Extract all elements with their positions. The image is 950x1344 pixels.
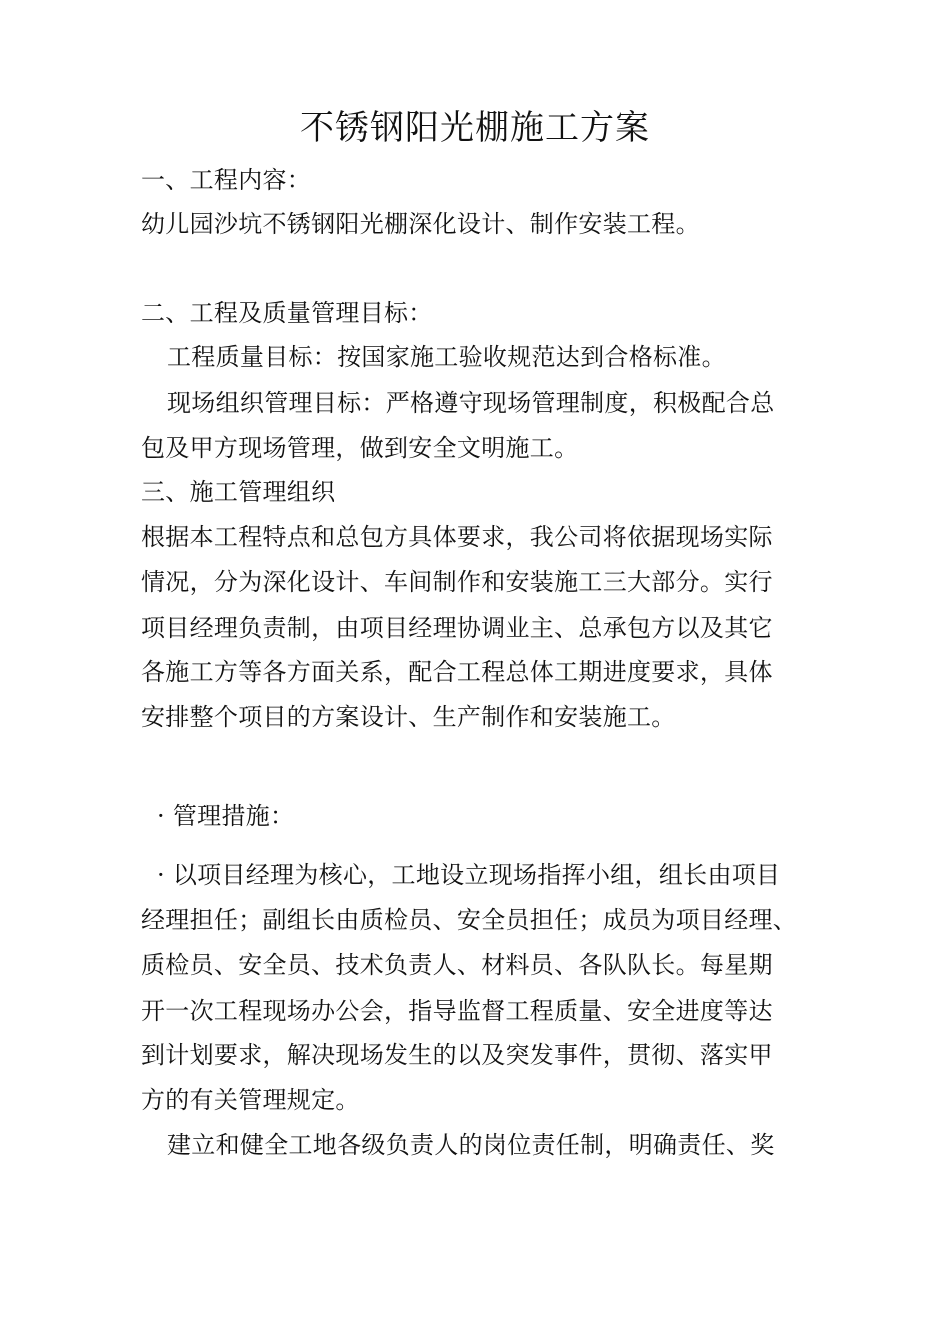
- section-heading: 二、工程及质量管理目标：: [141, 299, 433, 327]
- paragraph-line: 质检员、安全员、技术负责人、材料员、各队队长。每星期: [141, 951, 773, 979]
- paragraph-line: 方的有关管理规定。: [141, 1086, 360, 1114]
- paragraph-line: 开一次工程现场办公会，指导监督工程质量、安全进度等达: [141, 997, 773, 1025]
- paragraph-line: 工程质量目标：按国家施工验收规范达到合格标准。: [167, 343, 726, 371]
- paragraph-line: 情况，分为深化设计、车间制作和安装施工三大部分。实行: [141, 568, 773, 596]
- paragraph-line: 到计划要求，解决现场发生的以及突发事件，贯彻、落实甲: [141, 1041, 773, 1069]
- page-title: 不锈钢阳光棚施工方案: [300, 108, 650, 148]
- section-heading: 三、施工管理组织: [141, 478, 336, 506]
- bullet-paragraph-line: · 以项目经理为核心，工地设立现场指挥小组，组长由项目: [157, 861, 781, 889]
- paragraph-line: 各施工方等各方面关系，配合工程总体工期进度要求，具体: [141, 658, 773, 686]
- paragraph-line: 经理担任；副组长由质检员、安全员担任；成员为项目经理、: [141, 906, 798, 934]
- paragraph-line: 包及甲方现场管理，做到安全文明施工。: [141, 434, 579, 462]
- paragraph-line: 现场组织管理目标：严格遵守现场管理制度，积极配合总: [167, 389, 775, 417]
- paragraph-line: 建立和健全工地各级负责人的岗位责任制，明确责任、奖: [167, 1131, 775, 1159]
- paragraph-line: 项目经理负责制，由项目经理协调业主、总承包方以及其它: [141, 614, 773, 642]
- paragraph-line: 幼儿园沙坑不锈钢阳光棚深化设计、制作安装工程。: [141, 210, 700, 238]
- paragraph-line: 安排整个项目的方案设计、生产制作和安装施工。: [141, 703, 676, 731]
- paragraph-line: 根据本工程特点和总包方具体要求，我公司将依据现场实际: [141, 523, 773, 551]
- section-heading: 一、工程内容：: [141, 166, 312, 194]
- bullet-heading: · 管理措施：: [157, 802, 295, 830]
